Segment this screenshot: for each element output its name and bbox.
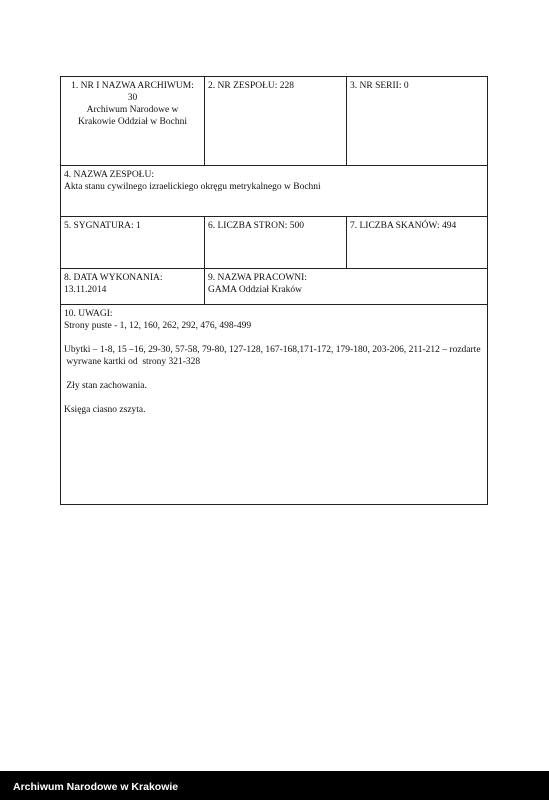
archive-number-name-cell	[61, 77, 204, 165]
footer-bar	[0, 771, 549, 800]
series-number-label: 3. NR SERII: 0	[350, 81, 409, 91]
missing-pages-note-cont: wyrwane kartki od strony 321-328	[64, 357, 201, 367]
form-row-2	[61, 166, 487, 217]
archive-name-line1: Archiwum Narodowe w	[86, 105, 179, 115]
fond-number-label: 2. NR ZESPOŁU: 228	[208, 81, 295, 91]
fond-name-value: Akta stanu cywilnego izraelickiego okręgu metrykalnego w Bochni	[64, 182, 321, 192]
series-number-cell	[346, 77, 487, 165]
signature-label: 5. SYGNATURA: 1	[64, 221, 141, 231]
binding-note: Księga ciasno zszyta.	[64, 405, 146, 415]
scan-count-label: 7. LICZBA SKANÓW: 494	[350, 221, 457, 231]
archive-name-line2: Krakowie Oddział w Bochni	[78, 117, 187, 127]
form-row-4	[61, 269, 487, 305]
fond-name-cell	[61, 166, 487, 216]
missing-pages-note: Ubytki – 1-8, 15 –16, 29-30, 57-58, 79-80, 127-128, 167-168,171-172, 179-180, 203-206, 211-212 – rozdarte	[64, 345, 481, 355]
remarks-cell	[61, 305, 487, 504]
archive-label: 1. NR I NAZWA ARCHIWUM:	[71, 81, 194, 91]
fond-name-label: 4. NAZWA ZESPOŁU:	[64, 170, 154, 180]
remarks-label: 10. UWAGI:	[64, 309, 113, 319]
page-count-label: 6. LICZBA STRON: 500	[208, 221, 305, 231]
condition-note: Zły stan zachowania.	[64, 381, 147, 391]
archive-number: 30	[127, 93, 138, 103]
page-count-cell	[204, 217, 346, 268]
form-row-5	[61, 305, 487, 504]
execution-date-cell	[61, 269, 204, 304]
workshop-name-value: GAMA Oddział Kraków	[208, 285, 302, 295]
signature-cell	[61, 217, 204, 268]
fond-number-cell	[204, 77, 346, 165]
footer-text: Archiwum Narodowe w Krakowie	[13, 781, 179, 793]
execution-date-value: 13.11.2014	[64, 285, 107, 295]
workshop-name-label: 9. NAZWA PRACOWNI:	[208, 273, 307, 283]
form-row-1	[61, 77, 487, 166]
execution-date-label: 8. DATA WYKONANIA:	[64, 273, 163, 283]
workshop-name-cell	[204, 269, 487, 304]
form-row-3	[61, 217, 487, 269]
blank-pages-note: Strony puste - 1, 12, 160, 262, 292, 476, 498-499	[64, 321, 252, 331]
scan-count-cell	[346, 217, 487, 268]
archive-record-form	[60, 76, 488, 505]
